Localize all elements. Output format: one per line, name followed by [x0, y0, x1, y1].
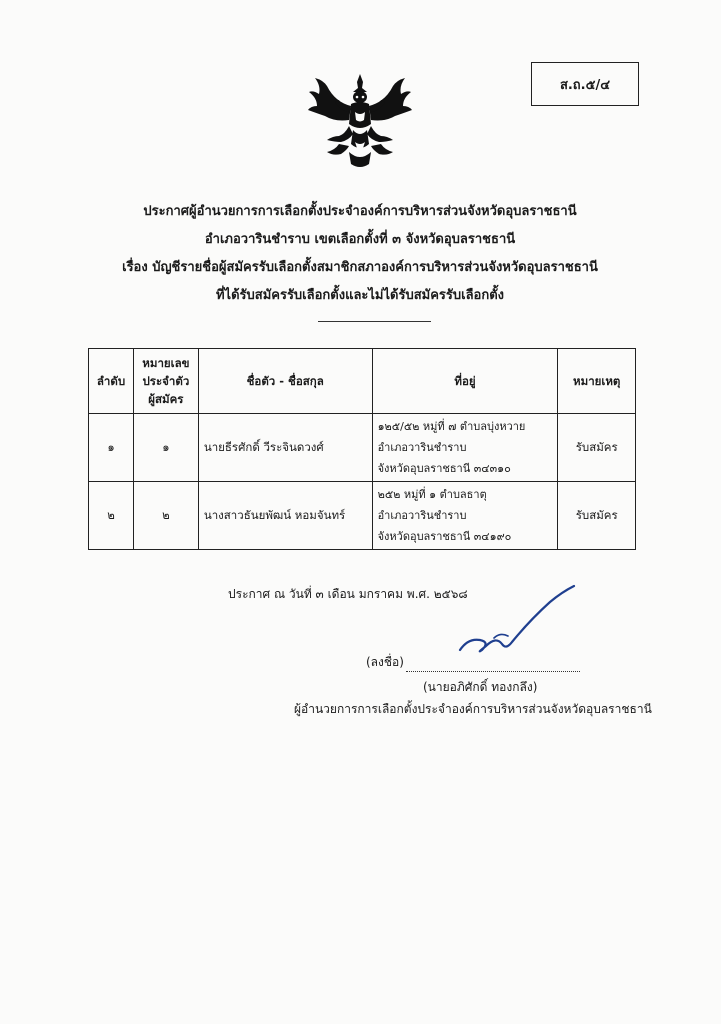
- header-name: ชื่อตัว - ชื่อสกุล: [198, 349, 372, 414]
- address-line-1: ๒๕๒ หมู่ที่ ๑ ตำบลธาตุ: [377, 488, 487, 501]
- announcement-date: ประกาศ ณ วันที่ ๓ เดือน มกราคม พ.ศ. ๒๕๖๘: [228, 587, 468, 601]
- header-number-line-3: ผู้สมัคร: [148, 392, 184, 406]
- cell-order: ๑: [89, 414, 134, 482]
- address-line-2: อำเภอวารินชำราบ: [377, 441, 467, 454]
- header-address: ที่อยู่: [372, 349, 558, 414]
- header-remark: หมายเหตุ: [558, 349, 636, 414]
- heading-line-1: ประกาศผู้อำนวยการการเลือกตั้งประจำองค์การบริหารส่วนจังหวัดอุบลราชธานี: [143, 204, 577, 219]
- cell-address: [372, 414, 558, 482]
- address-line-2: อำเภอวารินชำราบ: [377, 509, 467, 522]
- signature-line: [366, 653, 580, 672]
- heading-line-4: ที่ได้รับสมัครรับเลือกตั้งและไม่ได้รับสมัครรับเลือกตั้ง: [215, 288, 505, 303]
- heading-divider: [318, 321, 431, 322]
- form-code-box: [531, 62, 639, 106]
- handwritten-signature: [450, 580, 585, 660]
- signer-name: (นายอภิศักดิ์ ทองกลึง): [423, 680, 538, 694]
- candidate-table: [88, 348, 636, 550]
- signature-dotted-line: [406, 659, 580, 672]
- header-number-line-1: หมายเลข: [142, 356, 190, 370]
- address-line-1: ๑๒๕/๕๒ หมู่ที่ ๗ ตำบลบุ่งหวาย: [377, 420, 526, 433]
- header-order: ลำดับ: [89, 349, 134, 414]
- cell-remark: รับสมัคร: [558, 482, 636, 550]
- cell-candidate-number: ๑: [133, 414, 198, 482]
- header-number-line-2: ประจำตัว: [142, 374, 190, 388]
- announcement-heading: [60, 198, 660, 310]
- cell-address: [372, 482, 558, 550]
- sign-label: (ลงชื่อ): [366, 655, 404, 669]
- cell-name: นางสาวธันยพัฒน์ หอมจันทร์: [198, 482, 372, 550]
- address-line-3: จังหวัดอุบลราชธานี ๓๔๑๙๐: [377, 530, 512, 543]
- address-line-3: จังหวัดอุบลราชธานี ๓๔๓๑๐: [377, 462, 511, 475]
- cell-candidate-number: ๒: [133, 482, 198, 550]
- heading-line-3: เรื่อง บัญชีรายชื่อผู้สมัครรับเลือกตั้งสมาชิกสภาองค์การบริหารส่วนจังหวัดอุบลราชธานี: [122, 260, 598, 275]
- table-row: [89, 414, 636, 482]
- cell-order: ๒: [89, 482, 134, 550]
- table-header-row: [89, 349, 636, 414]
- header-candidate-number: [133, 349, 198, 414]
- garuda-emblem-icon: [305, 72, 415, 172]
- cell-remark: รับสมัคร: [558, 414, 636, 482]
- heading-line-2: อำเภอวารินชำราบ เขตเลือกตั้งที่ ๓ จังหวัดอุบลราชธานี: [204, 232, 516, 247]
- table-row: [89, 482, 636, 550]
- cell-name: นายธีรศักดิ์ วีระจินดวงศ์: [198, 414, 372, 482]
- form-code: ส.ถ.๕/๔: [559, 77, 611, 93]
- signer-title: ผู้อำนวยการการเลือกตั้งประจำองค์การบริหารส่วนจังหวัดอุบลราชธานี: [294, 702, 652, 716]
